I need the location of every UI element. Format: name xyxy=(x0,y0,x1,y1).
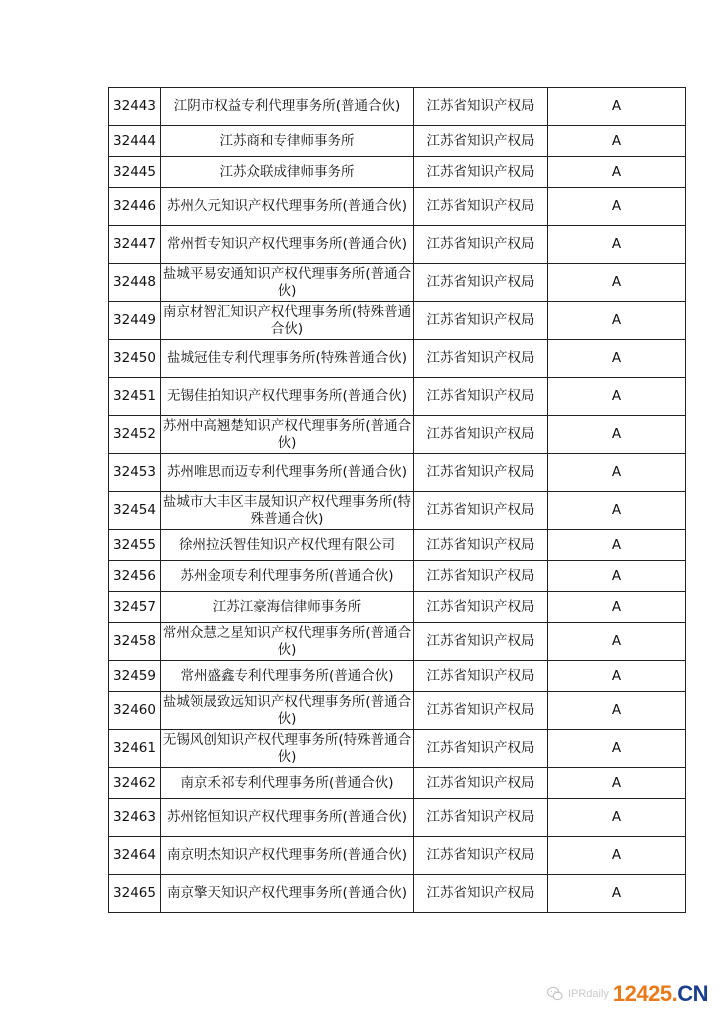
row-id: 32464 xyxy=(109,837,161,875)
agency-name: 江苏众联成律师事务所 xyxy=(161,157,414,188)
authority: 江苏省知识产权局 xyxy=(414,875,548,913)
agency-name: 苏州唯思而迈专利代理事务所(普通合伙) xyxy=(161,454,414,492)
row-id: 32446 xyxy=(109,188,161,226)
grade: A xyxy=(548,623,686,661)
agency-table xyxy=(108,87,686,913)
table-row xyxy=(109,264,686,302)
grade: A xyxy=(548,88,686,126)
grade: A xyxy=(548,730,686,768)
table-row xyxy=(109,88,686,126)
grade: A xyxy=(548,530,686,561)
row-id: 32456 xyxy=(109,561,161,592)
authority: 江苏省知识产权局 xyxy=(414,88,548,126)
row-id: 32452 xyxy=(109,416,161,454)
authority: 江苏省知识产权局 xyxy=(414,454,548,492)
table-row xyxy=(109,530,686,561)
grade: A xyxy=(548,492,686,530)
table-row xyxy=(109,226,686,264)
agency-name: 常州盛鑫专利代理事务所(普通合伙) xyxy=(161,661,414,692)
authority: 江苏省知识产权局 xyxy=(414,768,548,799)
authority: 江苏省知识产权局 xyxy=(414,730,548,768)
agency-name: 南京擎天知识产权代理事务所(普通合伙) xyxy=(161,875,414,913)
grade: A xyxy=(548,416,686,454)
row-id: 32461 xyxy=(109,730,161,768)
authority: 江苏省知识产权局 xyxy=(414,492,548,530)
grade: A xyxy=(548,592,686,623)
agency-name: 盐城市大丰区丰晟知识产权代理事务所(特殊普通合伙) xyxy=(161,492,414,530)
grade: A xyxy=(548,302,686,340)
row-id: 32444 xyxy=(109,126,161,157)
authority: 江苏省知识产权局 xyxy=(414,837,548,875)
authority: 江苏省知识产权局 xyxy=(414,264,548,302)
grade: A xyxy=(548,340,686,378)
agency-name: 苏州铭恒知识产权代理事务所(普通合伙) xyxy=(161,799,414,837)
grade: A xyxy=(548,768,686,799)
row-id: 32448 xyxy=(109,264,161,302)
table-row xyxy=(109,768,686,799)
agency-name: 徐州拉沃智佳知识产权代理有限公司 xyxy=(161,530,414,561)
authority: 江苏省知识产权局 xyxy=(414,378,548,416)
table-row xyxy=(109,188,686,226)
authority: 江苏省知识产权局 xyxy=(414,661,548,692)
agency-name: 常州众慧之星知识产权代理事务所(普通合伙) xyxy=(161,623,414,661)
table-row xyxy=(109,592,686,623)
table-row xyxy=(109,623,686,661)
site-logo xyxy=(613,981,708,1007)
grade: A xyxy=(548,264,686,302)
authority: 江苏省知识产权局 xyxy=(414,592,548,623)
agency-name: 苏州金项专利代理事务所(普通合伙) xyxy=(161,561,414,592)
table-row xyxy=(109,730,686,768)
agency-name: 苏州中高翘楚知识产权代理事务所(普通合伙) xyxy=(161,416,414,454)
grade: A xyxy=(548,157,686,188)
agency-name: 盐城平易安通知识产权代理事务所(普通合伙) xyxy=(161,264,414,302)
authority: 江苏省知识产权局 xyxy=(414,692,548,730)
row-id: 32453 xyxy=(109,454,161,492)
authority: 江苏省知识产权局 xyxy=(414,226,548,264)
authority: 江苏省知识产权局 xyxy=(414,416,548,454)
row-id: 32460 xyxy=(109,692,161,730)
row-id: 32445 xyxy=(109,157,161,188)
authority: 江苏省知识产权局 xyxy=(414,561,548,592)
agency-name: 南京明杰知识产权代理事务所(普通合伙) xyxy=(161,837,414,875)
row-id: 32457 xyxy=(109,592,161,623)
grade: A xyxy=(548,799,686,837)
table-row xyxy=(109,157,686,188)
grade: A xyxy=(548,188,686,226)
agency-name: 无锡佳拍知识产权代理事务所(普通合伙) xyxy=(161,378,414,416)
table-row xyxy=(109,378,686,416)
authority: 江苏省知识产权局 xyxy=(414,157,548,188)
authority: 江苏省知识产权局 xyxy=(414,340,548,378)
row-id: 32449 xyxy=(109,302,161,340)
authority: 江苏省知识产权局 xyxy=(414,623,548,661)
row-id: 32458 xyxy=(109,623,161,661)
agency-name: 盐城领晟致远知识产权代理事务所(普通合伙) xyxy=(161,692,414,730)
authority: 江苏省知识产权局 xyxy=(414,126,548,157)
authority: 江苏省知识产权局 xyxy=(414,799,548,837)
table-row xyxy=(109,126,686,157)
agency-name: 南京材智汇知识产权代理事务所(特殊普通合伙) xyxy=(161,302,414,340)
authority: 江苏省知识产权局 xyxy=(414,188,548,226)
table-row xyxy=(109,561,686,592)
row-id: 32465 xyxy=(109,875,161,913)
agency-name: 江苏江豪海信律师事务所 xyxy=(161,592,414,623)
row-id: 32459 xyxy=(109,661,161,692)
logo-dot: . xyxy=(671,981,678,1006)
grade: A xyxy=(548,454,686,492)
agency-name: 江阴市权益专利代理事务所(普通合伙) xyxy=(161,88,414,126)
row-id: 32455 xyxy=(109,530,161,561)
table-row xyxy=(109,692,686,730)
wechat-icon xyxy=(546,985,564,1003)
table-row xyxy=(109,492,686,530)
table-row xyxy=(109,799,686,837)
grade: A xyxy=(548,875,686,913)
agency-name: 南京禾祁专利代理事务所(普通合伙) xyxy=(161,768,414,799)
grade: A xyxy=(548,661,686,692)
table-row xyxy=(109,454,686,492)
row-id: 32462 xyxy=(109,768,161,799)
agency-name: 江苏商和专律师事务所 xyxy=(161,126,414,157)
agency-name: 盐城冠佳专利代理事务所(特殊普通合伙) xyxy=(161,340,414,378)
table-row xyxy=(109,340,686,378)
logo-number: 12425 xyxy=(612,981,672,1006)
grade: A xyxy=(548,126,686,157)
grade: A xyxy=(548,837,686,875)
grade: A xyxy=(548,378,686,416)
table-row xyxy=(109,416,686,454)
watermark-faint-text: IPRdaily xyxy=(567,988,609,1000)
authority: 江苏省知识产权局 xyxy=(414,530,548,561)
row-id: 32463 xyxy=(109,799,161,837)
row-id: 32450 xyxy=(109,340,161,378)
logo-suffix: CN xyxy=(677,981,708,1006)
grade: A xyxy=(548,692,686,730)
row-id: 32454 xyxy=(109,492,161,530)
agency-name: 常州哲专知识产权代理事务所(普通合伙) xyxy=(161,226,414,264)
row-id: 32443 xyxy=(109,88,161,126)
table-row xyxy=(109,875,686,913)
row-id: 32451 xyxy=(109,378,161,416)
site-watermark xyxy=(546,982,708,1006)
table-row xyxy=(109,837,686,875)
table-row xyxy=(109,661,686,692)
row-id: 32447 xyxy=(109,226,161,264)
grade: A xyxy=(548,226,686,264)
agency-name: 无锡风创知识产权代理事务所(特殊普通合伙) xyxy=(161,730,414,768)
grade: A xyxy=(548,561,686,592)
table-row xyxy=(109,302,686,340)
agency-name: 苏州久元知识产权代理事务所(普通合伙) xyxy=(161,188,414,226)
authority: 江苏省知识产权局 xyxy=(414,302,548,340)
